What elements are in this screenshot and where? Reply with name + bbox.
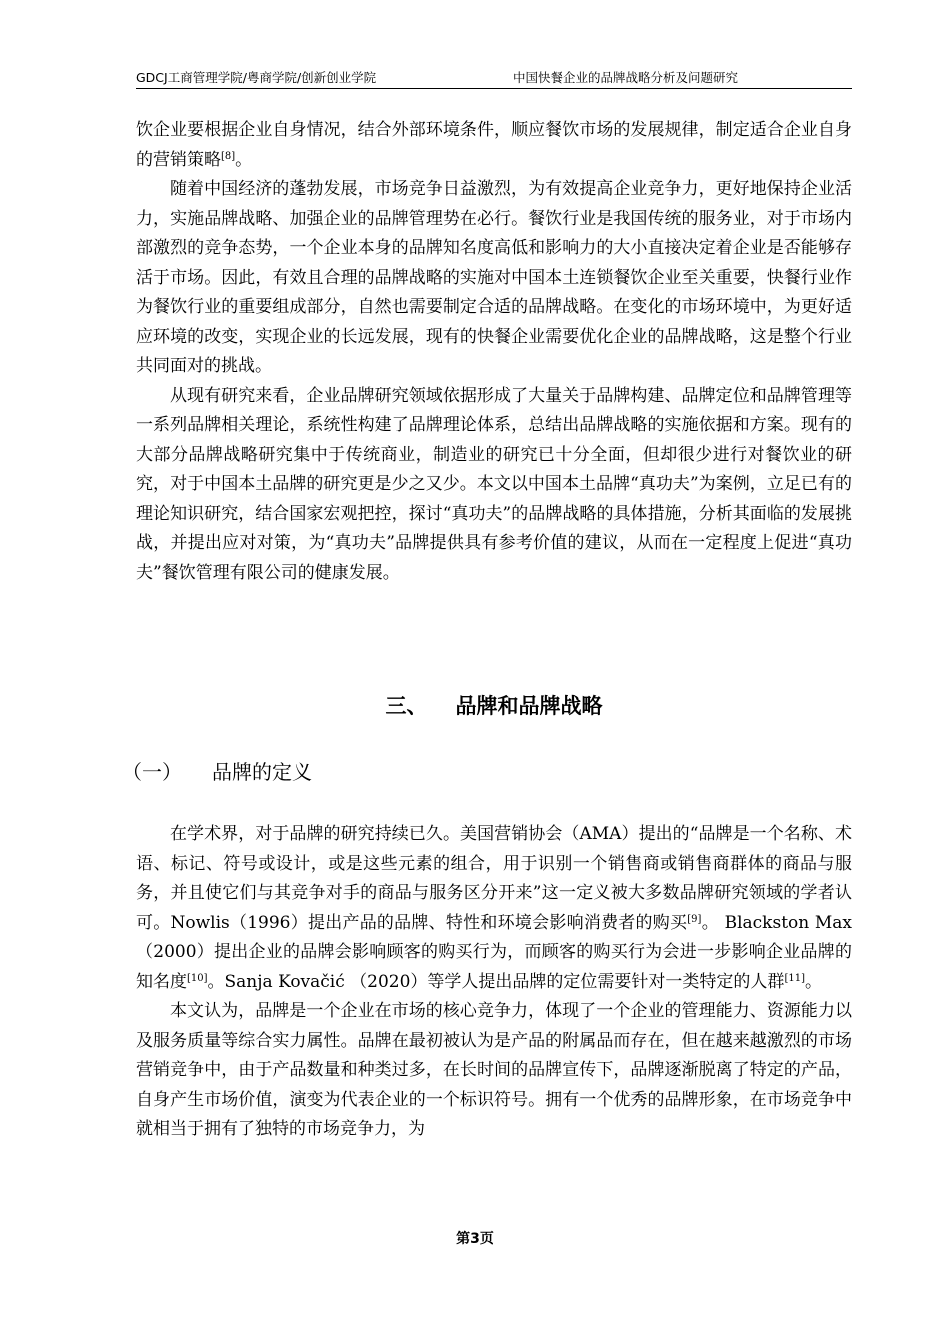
paragraph-4-part-b: 。 Blackston Max（2000）提出企业的品牌会影响顾客的购买行为，而顾客的购买行为会进一步影响企业品牌的知名度 bbox=[136, 912, 852, 992]
section-number: 三、 bbox=[385, 694, 428, 718]
subsection-heading bbox=[122, 756, 312, 788]
paragraph-4-part-c: 。Sanja Kovačić （2020）等学人提出品牌的定位需要针对一类特定的人群 bbox=[207, 971, 785, 992]
body-text-top bbox=[136, 116, 852, 588]
paragraph-1-text: 饮企业要根据企业自身情况，结合外部环境条件，顺应餐饮市场的发展规律，制定适合企业自身的营销策略 bbox=[136, 120, 852, 170]
paragraph-4-part-d: 。 bbox=[804, 971, 822, 992]
paragraph-5: 本文认为，品牌是一个企业在市场的核心竞争力，体现了一个企业的管理能力、资源能力以及服务质量等综合实力属性。品牌在最初被认为是产品的附属品而存在，但在越来越激烈的市场营销竞争中，由于产品数量和种类过多，在长时间的品牌宣传下，品牌逐渐脱离了特定的产品，自身产生市场价值，演变为代表企业的一个标识符号。拥有一个优秀的品牌形象，在市场竞争中就相当于拥有了独特的市场竞争力，为 bbox=[136, 1001, 852, 1139]
citation-11: [11] bbox=[784, 972, 805, 984]
paragraph-1-tail: 。 bbox=[235, 149, 253, 170]
paragraph-4-part-a: 在学术界，对于品牌的研究持续已久。美国营销协会（AMA）提出的“品牌是一个名称、术语、标记、符号或设计，或是这些元素的组合，用于识别一个销售商或销售商群体的商品与服务，并且使它们与其竞争对手的商品与服务区分开来”这一定义被大多数品牌研究领域的学者认可。Nowlis（1996）提出产品的品牌、特性和环境会影响消费者的购买 bbox=[136, 824, 852, 933]
page-number: 第3页 bbox=[456, 1231, 494, 1247]
page-header bbox=[136, 68, 852, 88]
header-institution: GDCJ工商管理学院/粤商学院/创新创业学院 bbox=[136, 70, 377, 85]
citation-9: [9] bbox=[687, 913, 702, 925]
header-divider bbox=[136, 88, 852, 89]
paragraph-1 bbox=[136, 116, 852, 175]
paragraph-4 bbox=[136, 820, 852, 997]
subsection-title: 品牌的定义 bbox=[212, 760, 312, 784]
subsection-number: （一） bbox=[122, 760, 182, 784]
header-paper-title: 中国快餐企业的品牌战略分析及问题研究 bbox=[513, 70, 739, 85]
paragraph-3: 从现有研究来看，企业品牌研究领域依据形成了大量关于品牌构建、品牌定位和品牌管理等一系列品牌相关理论，系统性构建了品牌理论体系，总结出品牌战略的实施依据和方案。现有的大部分品牌战略研究集中于传统商业，制造业的研究已十分全面，但却很少进行对餐饮业的研究，对于中国本土品牌的研究更是少之又少。本文以中国本土品牌“真功夫”为案例，立足已有的理论知识研究，结合国家宏观把控，探讨“真功夫”的品牌战略的具体措施，分析其面临的发展挑战，并提出应对对策，为“真功夫”品牌提供具有参考价值的建议，从而在一定程度上促进“真功夫”餐饮管理有限公司的健康发展。 bbox=[136, 385, 852, 583]
paragraph-2: 随着中国经济的蓬勃发展，市场竞争日益激烈，为有效提高企业竞争力，更好地保持企业活力，实施品牌战略、加强企业的品牌管理势在必行。餐饮行业是我国传统的服务业，对于市场内部激烈的竞争态势，一个企业本身的品牌知名度高低和影响力的大小直接决定着企业是否能够存活于市场。因此，有效且合理的品牌战略的实施对中国本土连锁餐饮企业至关重要，快餐行业作为餐饮行业的重要组成部分，自然也需要制定合适的品牌战略。在变化的市场环境中，为更好适应环境的改变，实现企业的长远发展，现有的快餐企业需要优化企业的品牌战略，这是整个行业共同面对的挑战。 bbox=[136, 179, 852, 376]
section-title: 品牌和品牌战略 bbox=[455, 694, 603, 718]
body-text-bottom bbox=[136, 820, 852, 1145]
citation-8: [8] bbox=[221, 150, 236, 162]
citation-10: [10] bbox=[187, 972, 208, 984]
section-heading bbox=[136, 690, 852, 722]
